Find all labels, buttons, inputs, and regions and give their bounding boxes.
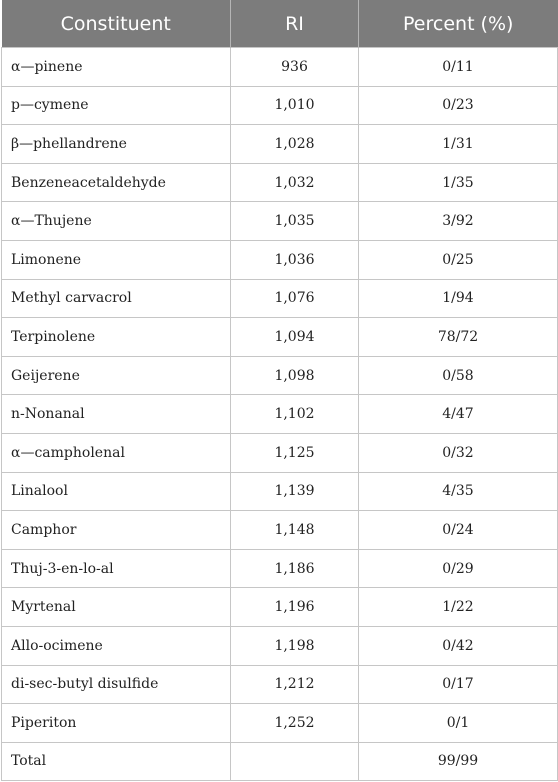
- cell-percent: 4/47: [359, 395, 558, 434]
- table-row: [2, 279, 558, 318]
- cell-ri: 1,076: [231, 279, 359, 318]
- cell-percent: 3/92: [359, 202, 558, 241]
- cell-constituent: β—phellandrene: [2, 125, 231, 164]
- cell-percent: 0/25: [359, 240, 558, 279]
- cell-ri: 1,186: [231, 549, 359, 588]
- table-row: [2, 549, 558, 588]
- cell-percent: 4/35: [359, 472, 558, 511]
- cell-percent: 99/99: [359, 742, 558, 781]
- cell-constituent: α—Thujene: [2, 202, 231, 241]
- cell-constituent: n-Nonanal: [2, 395, 231, 434]
- table-row: [2, 704, 558, 743]
- cell-constituent: α—pinene: [2, 48, 231, 87]
- cell-ri: 1,198: [231, 626, 359, 665]
- cell-percent: 0/29: [359, 549, 558, 588]
- cell-ri: 1,010: [231, 86, 359, 125]
- cell-percent: 0/17: [359, 665, 558, 704]
- table-row: [2, 163, 558, 202]
- header-constituent: Constituent: [2, 0, 231, 48]
- cell-ri: 936: [231, 48, 359, 87]
- cell-constituent: Terpinolene: [2, 318, 231, 357]
- header-row: [2, 0, 558, 48]
- cell-ri: 1,032: [231, 163, 359, 202]
- cell-constituent: Linalool: [2, 472, 231, 511]
- cell-ri: 1,035: [231, 202, 359, 241]
- table-row: [2, 665, 558, 704]
- cell-ri: 1,148: [231, 511, 359, 550]
- cell-percent: 78/72: [359, 318, 558, 357]
- table-row: [2, 433, 558, 472]
- cell-percent: 0/58: [359, 356, 558, 395]
- cell-constituent: Methyl carvacrol: [2, 279, 231, 318]
- cell-percent: 1/22: [359, 588, 558, 627]
- table-row: [2, 511, 558, 550]
- cell-constituent: Limonene: [2, 240, 231, 279]
- cell-ri: 1,212: [231, 665, 359, 704]
- table-row: [2, 742, 558, 781]
- cell-percent: 1/94: [359, 279, 558, 318]
- header-ri: RI: [231, 0, 359, 48]
- table-row: [2, 318, 558, 357]
- cell-ri: 1,102: [231, 395, 359, 434]
- cell-percent: 0/23: [359, 86, 558, 125]
- cell-percent: 1/35: [359, 163, 558, 202]
- table-row: [2, 472, 558, 511]
- cell-ri: 1,028: [231, 125, 359, 164]
- cell-ri: [231, 742, 359, 781]
- cell-percent: 1/31: [359, 125, 558, 164]
- table-row: [2, 626, 558, 665]
- cell-constituent: α—campholenal: [2, 433, 231, 472]
- cell-percent: 0/1: [359, 704, 558, 743]
- cell-ri: 1,094: [231, 318, 359, 357]
- cell-ri: 1,139: [231, 472, 359, 511]
- cell-constituent: Allo-ocimene: [2, 626, 231, 665]
- table-row: [2, 240, 558, 279]
- cell-ri: 1,098: [231, 356, 359, 395]
- table-row: [2, 356, 558, 395]
- table-row: [2, 202, 558, 241]
- cell-ri: 1,252: [231, 704, 359, 743]
- header-percent: Percent (%): [359, 0, 558, 48]
- cell-constituent: p—cymene: [2, 86, 231, 125]
- cell-percent: 0/24: [359, 511, 558, 550]
- cell-constituent: Total: [2, 742, 231, 781]
- cell-percent: 0/42: [359, 626, 558, 665]
- table-row: [2, 48, 558, 87]
- cell-percent: 0/11: [359, 48, 558, 87]
- table-body: [2, 48, 558, 781]
- cell-ri: 1,036: [231, 240, 359, 279]
- table-row: [2, 86, 558, 125]
- cell-constituent: Geijerene: [2, 356, 231, 395]
- table-row: [2, 395, 558, 434]
- cell-constituent: Camphor: [2, 511, 231, 550]
- cell-percent: 0/32: [359, 433, 558, 472]
- cell-constituent: Myrtenal: [2, 588, 231, 627]
- table-row: [2, 125, 558, 164]
- cell-constituent: di-sec-butyl disulfide: [2, 665, 231, 704]
- constituents-table: [1, 0, 558, 781]
- cell-ri: 1,125: [231, 433, 359, 472]
- cell-constituent: Benzeneacetaldehyde: [2, 163, 231, 202]
- table-row: [2, 588, 558, 627]
- cell-ri: 1,196: [231, 588, 359, 627]
- cell-constituent: Piperiton: [2, 704, 231, 743]
- cell-constituent: Thuj-3-en-lo-al: [2, 549, 231, 588]
